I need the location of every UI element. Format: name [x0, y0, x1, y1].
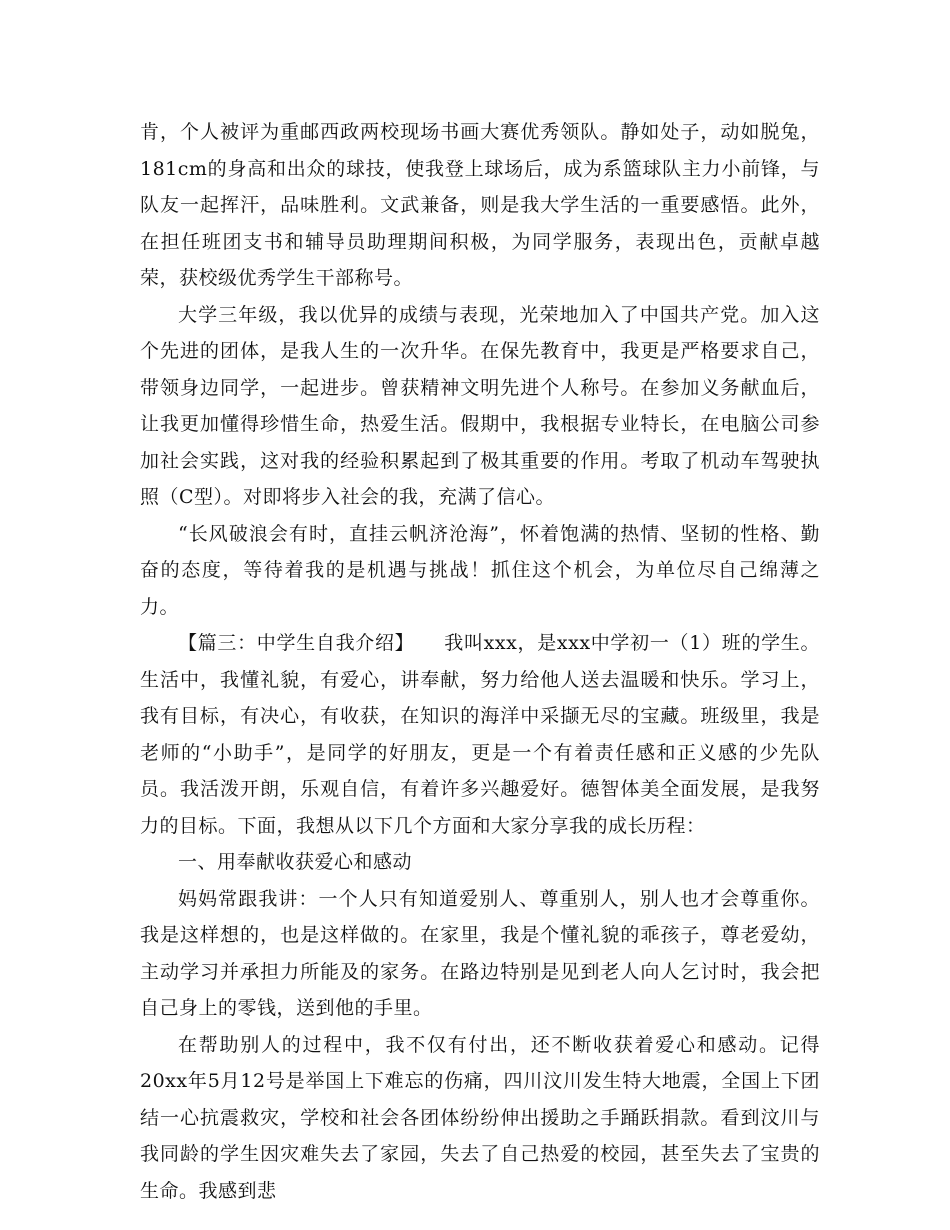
paragraph-3: “长风破浪会有时，直挂云帆济沧海”，怀着饱满的热情、坚韧的性格、勤奋的态度，等待着我的是机遇与挑战！抓住这个机会，为单位尽自己绵薄之力。: [140, 522, 820, 618]
paragraph-2: 大学三年级，我以优异的成绩与表现，光荣地加入了中国共产党。加入这个先进的团体，是我人生的一次升华。在保先教育中，我更是严格要求自己，带领身边同学，一起进步。曾获精神文明先进个人称号。在参加义务献血后，让我更加懂得珍惜生命，热爱生活。假期中，我根据专业特长，在电脑公司参加社会实践，这对我的经验积累起到了极其重要的作用。考取了机动车驾驶执照（C型）。对即将步入社会的我，充满了信心。: [140, 303, 820, 508]
paragraph-5: 妈妈常跟我讲：一个人只有知道爱别人、尊重别人，别人也才会尊重你。我是这样想的，也是这样做的。在家里，我是个懂礼貌的乖孩子，尊老爱幼，主动学习并承担力所能及的家务。在路边特别是见到老人向人乞讨时，我会把自己身上的零钱，送到他的手里。: [140, 887, 820, 1019]
document-body: [140, 114, 820, 1209]
paragraph-6: 在帮助别人的过程中，我不仅有付出，还不断收获着爱心和感动。记得20xx年5月12号是举国上下难忘的伤痛，四川汶川发生特大地震，全国上下团结一心抗震救灾，学校和社会各团体纷纷伸出援助之手踊跃捐款。看到汶川与我同龄的学生因灾难失去了家园，失去了自己热爱的校园，甚至失去了宝贵的生命。我感到悲: [140, 1033, 820, 1202]
paragraph-4-section-three: 【篇三：中学生自我介绍】 我叫xxx，是xxx中学初一（1）班的学生。生活中，我懂礼貌，有爱心，讲奉献，努力给他人送去温暖和快乐。学习上，我有目标，有决心，有收获，在知识的海洋中采撷无尽的宝藏。班级里，我是老师的“小助手”，是同学的好朋友，更是一个有着责任感和正义感的少先队员。我活泼开朗，乐观自信，有着许多兴趣爱好。德智体美全面发展，是我努力的目标。下面，我想从以下几个方面和大家分享我的成长历程：: [140, 632, 820, 837]
section-heading: 一、用奉献收获爱心和感动: [178, 851, 413, 873]
paragraph-1: 肯，个人被评为重邮西政两校现场书画大赛优秀领队。静如处子，动如脱兔，181cm的身高和出众的球技，使我登上球场后，成为系篮球队主力小前锋，与队友一起挥汗，品味胜利。文武兼备，则是我大学生活的一重要感悟。此外，在担任班团支书和辅导员助理期间积极，为同学服务，表现出色，贡献卓越荣，获校级优秀学生干部称号。: [140, 121, 820, 289]
